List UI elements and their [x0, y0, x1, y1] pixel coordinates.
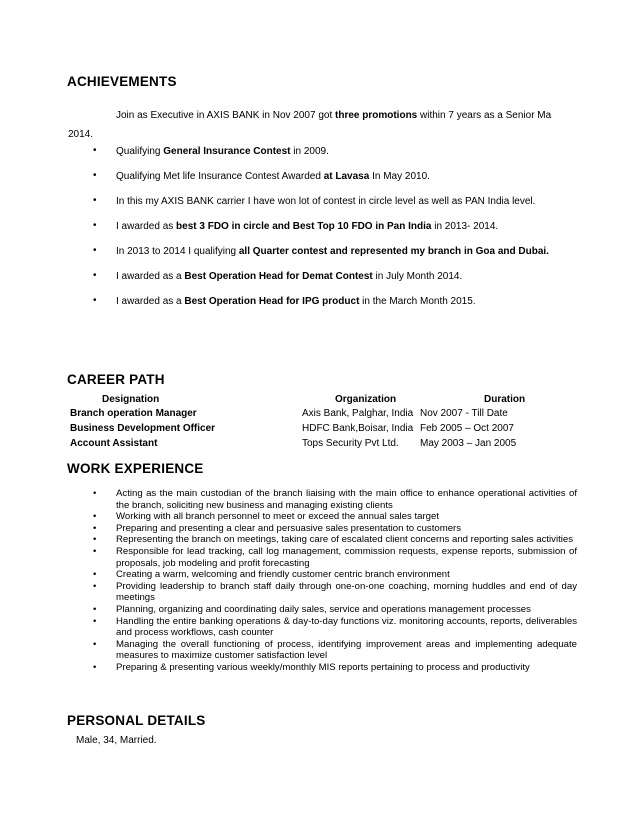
work-experience-text: Planning, organizing and coordinating daily sales, service and operations management processes — [116, 603, 531, 615]
intro-text-post: within 7 years as a Senior Ma — [417, 110, 552, 121]
intro-line-2: 2014. — [68, 129, 94, 140]
work-experience-item — [67, 488, 577, 511]
work-experience-text: Providing leadership to branch staff daily through one-on-one coaching, morning huddles and end of day meetings — [116, 580, 577, 604]
bullet-icon: • — [93, 270, 97, 281]
career-header-organization: Organization — [335, 394, 397, 405]
work-experience-text: Preparing and presenting a clear and persuasive sales presentation to customers — [116, 522, 462, 534]
bullet-icon: • — [93, 545, 97, 557]
personal-details-heading: PERSONAL DETAILS — [67, 713, 206, 728]
career-organization: HDFC Bank,Boisar, India — [302, 423, 414, 434]
work-experience-item — [67, 662, 577, 674]
career-duration: Nov 2007 - Till Date — [420, 408, 508, 419]
bullet-icon: • — [93, 220, 97, 231]
achievement-text-bold: Best Operation Head for IPG product — [184, 296, 360, 307]
achievement-text: I awarded as — [116, 221, 177, 232]
work-experience-item — [67, 639, 577, 662]
achievement-text-bold: best 3 FDO in circle and Best Top 10 FDO in Pan India — [176, 221, 432, 232]
career-designation: Account Assistant — [70, 438, 158, 449]
bullet-icon: • — [93, 638, 97, 650]
intro-text-pre: Join as Executive in AXIS BANK in Nov 2007 got — [116, 110, 336, 121]
work-experience-item — [67, 616, 577, 639]
bullet-icon: • — [93, 170, 97, 181]
personal-details-text: Male, 34, Married. — [76, 735, 157, 746]
career-header-duration: Duration — [484, 394, 526, 405]
bullet-icon: • — [93, 511, 97, 523]
achievement-text-bold: at Lavasa — [323, 171, 370, 182]
achievement-text-post: in 2013- 2014. — [431, 221, 499, 232]
work-experience-text: Working with all branch personnel to meet or exceed the annual sales target — [116, 511, 439, 523]
career-organization: Axis Bank, Palghar, India — [302, 408, 414, 419]
achievement-text: I awarded as a — [116, 296, 185, 307]
work-experience-text: Responsible for lead tracking, call log management, commission requests, expense reports, submission of proposals, job modeling and profit forecasting — [116, 545, 577, 569]
work-experience-item — [67, 511, 577, 523]
achievement-text-bold: all Quarter contest and represented my branch in Goa and Dubai. — [238, 246, 549, 257]
achievements-intro — [68, 106, 632, 144]
achievement-text-post: in 2009. — [290, 146, 329, 157]
bullet-icon: • — [93, 615, 97, 627]
achievements-heading: ACHIEVEMENTS — [67, 74, 177, 89]
work-experience-text: Acting as the main custodian of the branch liaising with the main office to enhance operational activities of the branch, soliciting new business and managing existing clients — [116, 488, 577, 511]
career-duration: Feb 2005 – Oct 2007 — [420, 423, 514, 434]
bullet-icon: • — [93, 534, 97, 546]
work-experience-item — [67, 581, 577, 604]
work-experience-item — [67, 604, 577, 616]
work-experience-text: Representing the branch on meetings, taking care of escalated client concerns and reporting sales activities — [116, 534, 574, 546]
career-path-heading: CAREER PATH — [67, 372, 165, 387]
career-designation: Branch operation Manager — [70, 408, 197, 419]
work-experience-list — [67, 488, 577, 674]
career-header-designation: Designation — [102, 394, 160, 405]
bullet-icon: • — [93, 145, 97, 156]
work-experience-item — [67, 546, 577, 569]
bullet-icon: • — [93, 580, 97, 592]
achievement-text-post: in July Month 2014. — [372, 271, 463, 282]
bullet-icon: • — [93, 569, 97, 581]
bullet-icon: • — [93, 522, 97, 534]
achievement-text: In this my AXIS BANK carrier I have won lot of contest in circle level as well as PAN India level. — [116, 196, 536, 207]
achievement-text-post: in the March Month 2015. — [359, 296, 476, 307]
bullet-icon: • — [93, 245, 97, 256]
bullet-icon: • — [93, 488, 97, 499]
work-experience-item — [67, 569, 577, 581]
career-duration: May 2003 – Jan 2005 — [420, 438, 517, 449]
achievement-text: Qualifying — [116, 146, 164, 157]
bullet-icon: • — [93, 195, 97, 206]
work-experience-heading: WORK EXPERIENCE — [67, 461, 204, 476]
work-experience-text: Handling the entire banking operations & day-to-day functions viz. monitoring accounts, reports, deliverables and process workflows, cash counter — [116, 615, 577, 639]
achievement-text: In 2013 to 2014 I qualifying — [116, 246, 239, 257]
bullet-icon: • — [93, 603, 97, 615]
work-experience-item — [67, 534, 577, 546]
work-experience-text: Creating a warm, welcoming and friendly customer centric branch environment — [116, 569, 450, 581]
work-experience-item — [67, 523, 577, 535]
bullet-icon: • — [93, 295, 97, 306]
achievement-text: I awarded as a — [116, 271, 185, 282]
intro-text-bold: three promotions — [335, 110, 418, 121]
career-designation: Business Development Officer — [70, 423, 216, 434]
work-experience-text: Managing the overall functioning of process, identifying improvement areas and implementing adequate measures to maximize customer satisfaction level — [116, 638, 577, 662]
achievement-text-bold: General Insurance Contest — [163, 146, 291, 157]
achievement-text-bold: Best Operation Head for Demat Contest — [184, 271, 373, 282]
achievement-text-post: In May 2010. — [369, 171, 430, 182]
achievement-text: Qualifying Met life Insurance Contest Awarded — [116, 171, 324, 182]
work-experience-text: Preparing & presenting various weekly/monthly MIS reports pertaining to process and productivity — [116, 661, 530, 673]
bullet-icon: • — [93, 661, 97, 673]
career-organization: Tops Security Pvt Ltd. — [302, 438, 399, 449]
